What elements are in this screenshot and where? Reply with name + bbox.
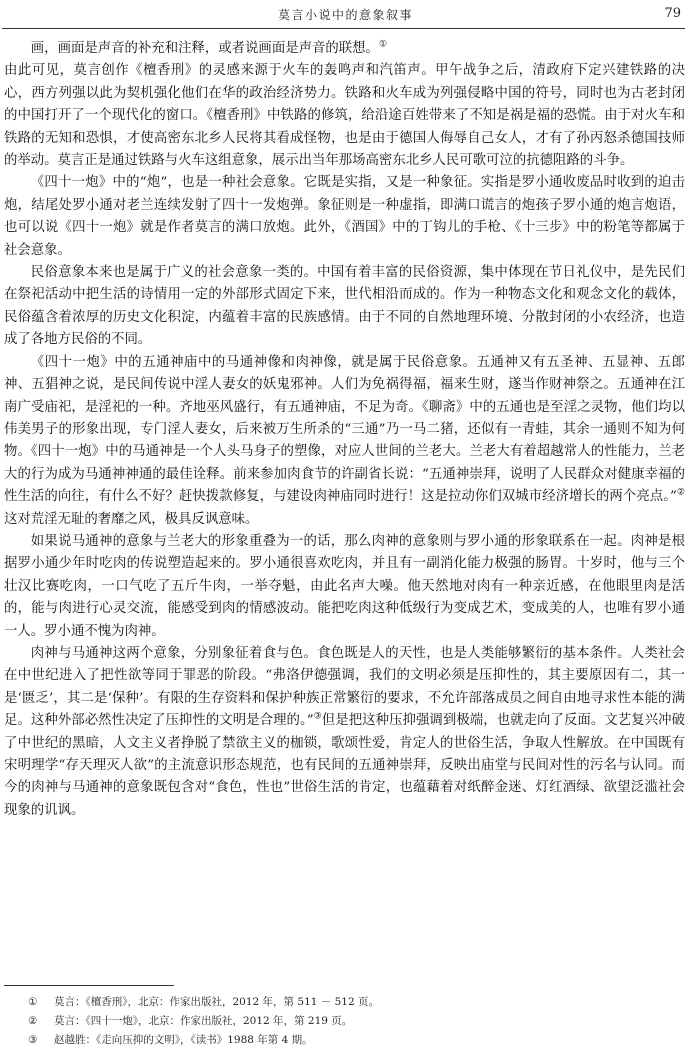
footnote-ref-3: ③: [313, 711, 322, 722]
paragraph-wutong-god: 《四十一炮》中的五通神庙中的马通神像和肉神像，就是属于民俗意象。五通神又有五圣神、五显神、五郎神、五猖神之说，是民间传说中淫人妻女的妖鬼邪神。人们为免祸得福，福来生财，遂当作财神祭之。五通神在江南广受庙祀，是淫祀的一种。齐地巫风盛行，有五通神庙，不足为奇。《聊斋》中的五通也是至淫之灵物，他们均以伟美男子的形象出现，专门淫人妻女，后来被万生所杀的“三通”乃一马二猪，还似有一青蛙，其余一通则不知为何物。《四十一炮》中的马通神是一个人头马身子的塑像，对应人世间的兰老大。兰老大有着超越常人的性能力，兰老大的行为成为马通神神通的最佳诠释。前来参加肉食节的许副省长说：“五通神崇拜，说明了人民群众对健康幸福的性生活的向往，有什么不好？赶快拨款修复，与建设肉神庙同时进行！这是拉动你们双城市经济增长的两个亮点。”②这对荒淫无耻的奢靡之风，极具反讽意味。: [4, 354, 685, 527]
footnote-rule: [4, 985, 174, 986]
running-header: [0, 6, 691, 26]
footnote-ref-1: ①: [378, 39, 388, 50]
footnote-mark: ③: [28, 1034, 38, 1046]
paragraph-quote-continuation: 画，画面是声音的补充和注释，或者说画面是声音的联想。①: [30, 39, 388, 56]
paragraph-folk-imagery: 民俗意象本来也是属于广义的社会意象一类的。中国有着丰富的民俗资源，集中体现在节日礼仪中，是先民们在祭祀活动中把生活的诗情用一定的外部形式固定下来，世代相沿而成的。作为一种物态文化和观念文化的载体，民俗蕴含着浓厚的历史文化积淀，内蕴着丰富的民族感情。由于不同的自然地理环境、分散封闭的小农经济，也造成了各地方民俗的不同。: [4, 265, 685, 348]
footnote-text: 莫言：《四十一炮》，北京：作家出版社，2012 年，第 219 页。: [54, 1015, 353, 1027]
page-number: 79: [664, 6, 681, 21]
paragraph-food-and-sex: 肉神与马通神这两个意象，分别象征着食与色。食色既是人的天性，也是人类能够繁衍的基本条件。人类社会在中世纪进入了把性欲等同于罪恶的阶段。“弗洛伊德强调，我们的文明必须是压抑性的，其主要原因有二，其一是‘匮乏’，其二是‘保种’。有限的生存资料和保护种族正常繁衍的要求，不允许部落成员之间自由地寻求性本能的满足。这种外部必然性决定了压抑性的文明是合理的。”③但是把这种压抑强调到极端，也就走向了反面。文艺复兴冲破了中世纪的黑暗，人文主义者挣脱了禁欲主义的枷锁，歌颂性爱，肯定人的世俗生活，争取人性解放。在中国既有宋明理学“存天理灭人欲”的主流意识形态规范，也有民间的五通神崇拜，反映出庙堂与民间对性的污名与认同。而今的肉神与马通神的意象既包含对“食色，性也”世俗生活的肯定，也蕴藉着对纸醉金迷、灯红酒绿、欲望泛滥社会现象的讥讽。: [4, 645, 685, 818]
footnote-item: [28, 1031, 685, 1050]
footnote-text: 赵越胜：《走向压抑的文明》，《读书》1988 年第 4 期。: [54, 1034, 313, 1046]
paragraph-cannon: 《四十一炮》中的“炮”，也是一种社会意象。它既是实指，又是一种象征。实指是罗小通收废品时收到的迫击炮，结尾处罗小通对老兰连续发射了四十一发炮弹。象征则是一种虚指，即满口谎言的炮孩子罗小通的炮言炮语，也可以说《四十一炮》就是作者莫言的满口放炮。此外，《酒国》中的丁钩儿的手枪、《十三步》中的粉笔等都属于社会意象。: [4, 175, 685, 258]
footnote-ref-2: ②: [676, 487, 685, 498]
running-header-title: 莫言小说中的意象叙事: [277, 8, 413, 22]
footnote-item: [28, 993, 685, 1012]
footnote-item: [28, 1012, 685, 1031]
footnote-mark: ①: [28, 996, 38, 1008]
footnotes: [28, 993, 685, 1050]
header-rule: [2, 28, 685, 29]
paragraph-railway: 由此可见，莫言创作《檀香刑》的灵感来源于火车的轰鸣声和汽笛声。甲午战争之后，清政府下定兴建铁路的决心，西方列强以此为契机强化他们在华的政治经济势力。铁路和火车成为列强侵略中国的符号，同时也为古老封闭的中国打开了一个现代化的窗口。《檀香刑》中铁路的修筑，给沿途百姓带来了不知是祸是福的恐慌。由于对火车和铁路的无知和恐惧，才使高密东北乡人民将其看成怪物，也是由于德国人侮辱自己女人，才有了孙丙怒杀德国技师的举动。莫言正是通过铁路与火车这组意象，展示出当年那场高密东北乡人民可歌可泣的抗德阻路的斗争。: [4, 63, 685, 169]
body-text: [4, 38, 685, 822]
footnote-mark: ②: [28, 1015, 38, 1027]
footnote-text: 莫言：《檀香刑》，北京：作家出版社，2012 年，第 511 － 512 页。: [54, 996, 379, 1008]
paragraph-meat-god: 如果说马通神的意象与兰老大的形象重叠为一的话，那么肉神的意象则与罗小通的形象联系在一起。肉神是根据罗小通少年时吃肉的传说塑造起来的。罗小通很喜欢吃肉，并且有一副消化能力极强的肠胃。十岁时，他与三个壮汉比赛吃肉，一口气吃了五斤牛肉，一举夺魁，由此名声大噪。他天然地对肉有一种亲近感，在他眼里肉是活的，能与肉进行心灵交流，能感受到肉的情感波动。能把吃肉这种低级行为变成艺术，变成美的人，也唯有罗小通一人。罗小通不愧为肉神。: [4, 533, 685, 639]
